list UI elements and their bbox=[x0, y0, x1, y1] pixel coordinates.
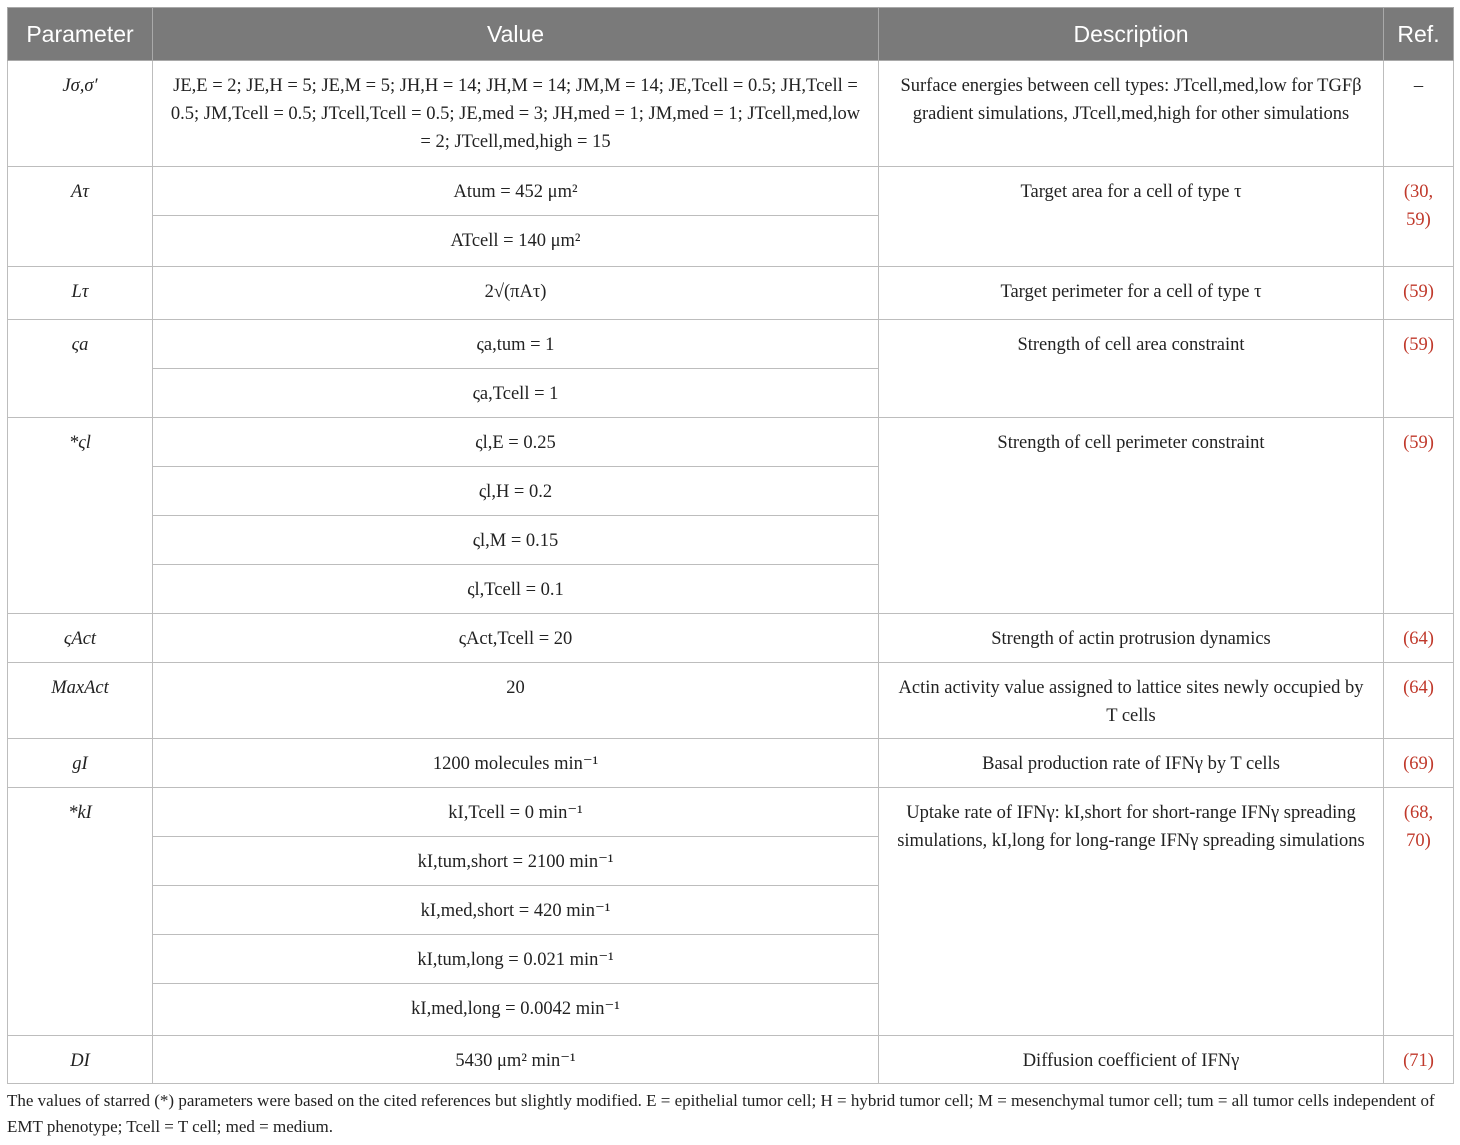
ref-link[interactable]: (71) bbox=[1384, 1036, 1454, 1084]
description-cell: Actin activity value assigned to lattice sites newly occupied by T cells bbox=[879, 663, 1384, 739]
value-cell: kI,med,long = 0.0042 min⁻¹ bbox=[153, 984, 879, 1036]
param-cell: gI bbox=[8, 739, 153, 788]
value-cell: ςa,tum = 1 bbox=[153, 320, 879, 369]
value-cell: ςl,Tcell = 0.1 bbox=[153, 565, 879, 614]
param-cell: DI bbox=[8, 1036, 153, 1084]
table-row bbox=[8, 1036, 1454, 1084]
param-cell: Aτ bbox=[8, 167, 153, 267]
value-cell: Atum = 452 μm² bbox=[153, 167, 879, 216]
table-row bbox=[8, 61, 1454, 167]
table-row bbox=[8, 614, 1454, 663]
param-cell: ςAct bbox=[8, 614, 153, 663]
value-cell: kI,med,short = 420 min⁻¹ bbox=[153, 886, 879, 935]
param-cell: *kI bbox=[8, 788, 153, 1036]
value-cell: ςl,H = 0.2 bbox=[153, 467, 879, 516]
param-cell: Lτ bbox=[8, 267, 153, 320]
value-cell: ςAct,Tcell = 20 bbox=[153, 614, 879, 663]
ref-link[interactable]: (30, 59) bbox=[1384, 167, 1454, 267]
param-cell: MaxAct bbox=[8, 663, 153, 739]
table-row bbox=[8, 320, 1454, 369]
header-value: Value bbox=[153, 8, 879, 61]
description-cell: Target area for a cell of type τ bbox=[879, 167, 1384, 267]
table-row bbox=[8, 267, 1454, 320]
table-footnote: The values of starred (*) parameters were based on the cited references but slightly modified. E = epithelial tumor cell; H = hybrid tumor cell; M = mesenchymal tumor cell; tum = all tumor cells independent of EMT phenotype; Tcell = T cell; med = medium. bbox=[7, 1091, 1435, 1136]
ref-link[interactable]: (64) bbox=[1384, 663, 1454, 739]
header-parameter: Parameter bbox=[8, 8, 153, 61]
ref-link[interactable]: (59) bbox=[1384, 418, 1454, 614]
value-cell: 20 bbox=[153, 663, 879, 739]
value-cell: ATcell = 140 μm² bbox=[153, 216, 879, 267]
ref-link[interactable]: (68, 70) bbox=[1384, 788, 1454, 1036]
value-cell: 2√(πAτ) bbox=[153, 267, 879, 320]
value-cell: ςl,E = 0.25 bbox=[153, 418, 879, 467]
parameter-table bbox=[7, 7, 1454, 1084]
description-cell: Target perimeter for a cell of type τ bbox=[879, 267, 1384, 320]
description-cell: Strength of cell perimeter constraint bbox=[879, 418, 1384, 614]
value-cell: ςa,Tcell = 1 bbox=[153, 369, 879, 418]
description-cell: Uptake rate of IFNγ: kI,short for short-range IFNγ spreading simulations, kI,long for long-range IFNγ spreading simulations bbox=[879, 788, 1384, 1036]
ref-link[interactable]: (59) bbox=[1384, 320, 1454, 418]
value-cell: 5430 μm² min⁻¹ bbox=[153, 1036, 879, 1084]
table-row bbox=[8, 418, 1454, 467]
param-cell: ςa bbox=[8, 320, 153, 418]
header-row bbox=[8, 8, 1454, 61]
description-cell: Basal production rate of IFNγ by T cells bbox=[879, 739, 1384, 788]
param-cell: *ςl bbox=[8, 418, 153, 614]
description-cell: Surface energies between cell types: JTcell,med,low for TGFβ gradient simulations, JTcell,med,high for other simulations bbox=[879, 61, 1384, 167]
value-cell: kI,tum,short = 2100 min⁻¹ bbox=[153, 837, 879, 886]
value-cell: ςl,M = 0.15 bbox=[153, 516, 879, 565]
table-row bbox=[8, 167, 1454, 216]
param-cell: Jσ,σ′ bbox=[8, 61, 153, 167]
header-ref: Ref. bbox=[1384, 8, 1454, 61]
ref-cell: – bbox=[1384, 61, 1454, 167]
ref-link[interactable]: (64) bbox=[1384, 614, 1454, 663]
table-row bbox=[8, 788, 1454, 837]
header-description: Description bbox=[879, 8, 1384, 61]
table-row bbox=[8, 739, 1454, 788]
value-cell: kI,Tcell = 0 min⁻¹ bbox=[153, 788, 879, 837]
value-cell: kI,tum,long = 0.021 min⁻¹ bbox=[153, 935, 879, 984]
ref-link[interactable]: (69) bbox=[1384, 739, 1454, 788]
table-row bbox=[8, 663, 1454, 739]
description-cell: Strength of cell area constraint bbox=[879, 320, 1384, 418]
value-cell: 1200 molecules min⁻¹ bbox=[153, 739, 879, 788]
description-cell: Strength of actin protrusion dynamics bbox=[879, 614, 1384, 663]
ref-link[interactable]: (59) bbox=[1384, 267, 1454, 320]
description-cell: Diffusion coefficient of IFNγ bbox=[879, 1036, 1384, 1084]
value-cell: JE,E = 2; JE,H = 5; JE,M = 5; JH,H = 14; JH,M = 14; JM,M = 14; JE,Tcell = 0.5; JH,Tcell = 0.5; JM,Tcell = 0.5; JTcell,Tcell = 0.5; JE,med = 3; JH,med = 1; JM,med = 1; JTcell,med,low = 2; JTcell,med,high = 15 bbox=[153, 61, 879, 167]
